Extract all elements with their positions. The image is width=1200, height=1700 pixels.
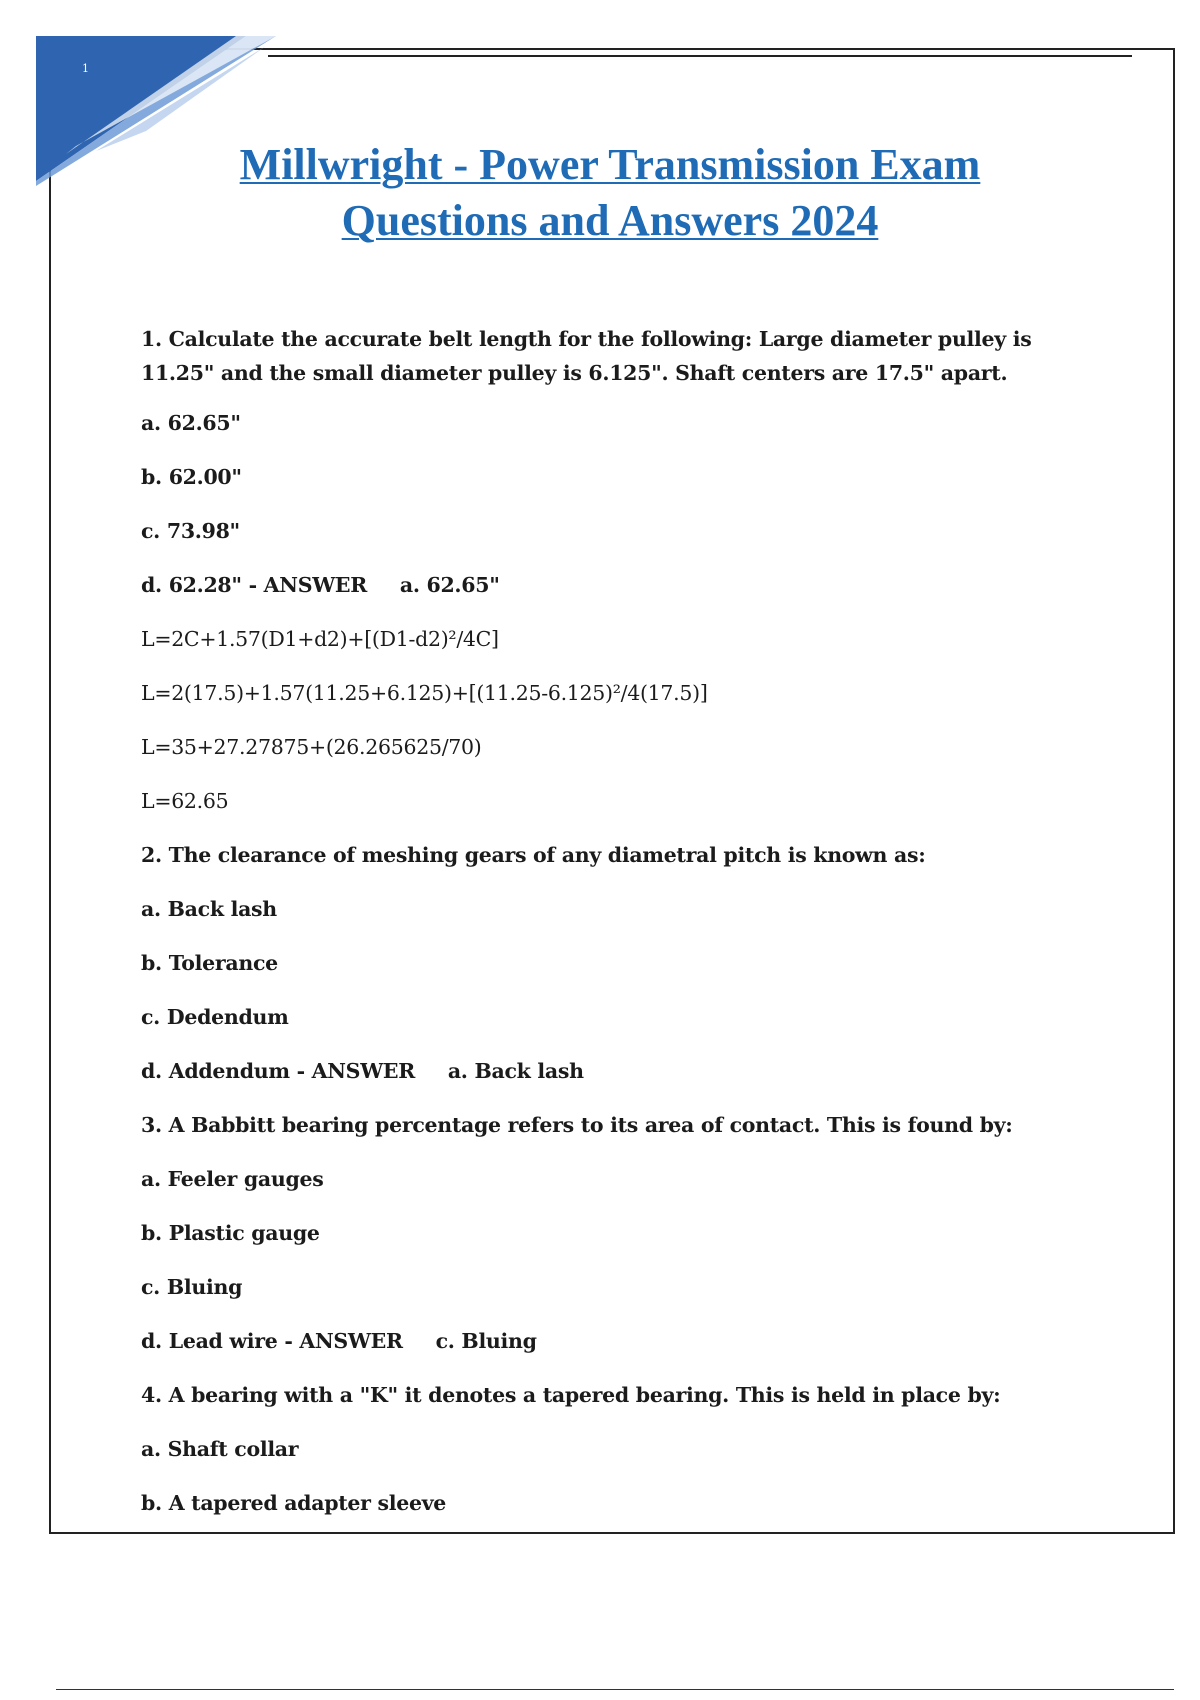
question-3-text: 3. A Babbitt bearing percentage refers to its area of contact. This is found by: — [141, 1113, 1013, 1137]
question-1-text: 1. Calculate the accurate belt length for the following: Large diameter pulley is 11.25" and the small diameter pulley is 6.125". Shaft centers are 17.5" apart. — [141, 327, 1032, 385]
title-line-1: Millwright - Power Transmission Exam — [239, 140, 981, 189]
formula-line-4: L=62.65 — [141, 789, 229, 813]
question-1-option-c: c. 73.98" — [141, 519, 240, 543]
question-1-option-d — [141, 570, 1041, 624]
question-2-option-a: a. Back lash — [141, 897, 277, 921]
question-4-text: 4. A bearing with a "K" it denotes a tapered bearing. This is held in place by: — [141, 1383, 1001, 1407]
document-title — [140, 137, 1080, 249]
question-1-option-b: b. 62.00" — [141, 465, 242, 489]
question-1-option-d-label: d. 62.28" - ANSWER — [141, 573, 367, 597]
question-2-option-d-label: d. Addendum - ANSWER — [141, 1059, 415, 1083]
question-2-answer: a. Back lash — [447, 1059, 584, 1083]
question-3-option-b: b. Plastic gauge — [141, 1221, 320, 1245]
question-3-option-a: a. Feeler gauges — [141, 1167, 324, 1191]
questions-body — [141, 322, 1041, 1542]
question-4-option-a: a. Shaft collar — [141, 1437, 299, 1461]
question-2-option-c: c. Dedendum — [141, 1005, 289, 1029]
question-1-answer: a. 62.65" — [399, 573, 500, 597]
question-3-option-d — [141, 1326, 1041, 1380]
question-3-answer: c. Bluing — [435, 1329, 537, 1353]
page-number: 1 — [82, 62, 89, 75]
title-line-2: Questions and Answers 2024 — [341, 196, 879, 245]
question-2-option-d — [141, 1056, 1041, 1110]
question-2-text: 2. The clearance of meshing gears of any diametral pitch is known as: — [141, 843, 926, 867]
question-1-option-a: a. 62.65" — [141, 411, 241, 435]
question-4-option-b: b. A tapered adapter sleeve — [141, 1491, 447, 1515]
formula-line-3: L=35+27.27875+(26.265625/70) — [141, 735, 482, 759]
formula-line-1: L=2C+1.57(D1+d2)+[(D1-d2)²/4C] — [141, 627, 499, 651]
question-2-option-b: b. Tolerance — [141, 951, 278, 975]
header-rule — [268, 55, 1132, 57]
footer-rule — [56, 1689, 1174, 1690]
question-3-option-d-label: d. Lead wire - ANSWER — [141, 1329, 403, 1353]
formula-line-2: L=2(17.5)+1.57(11.25+6.125)+[(11.25-6.125)²/4(17.5)] — [141, 681, 708, 705]
question-3-option-c: c. Bluing — [141, 1275, 243, 1299]
